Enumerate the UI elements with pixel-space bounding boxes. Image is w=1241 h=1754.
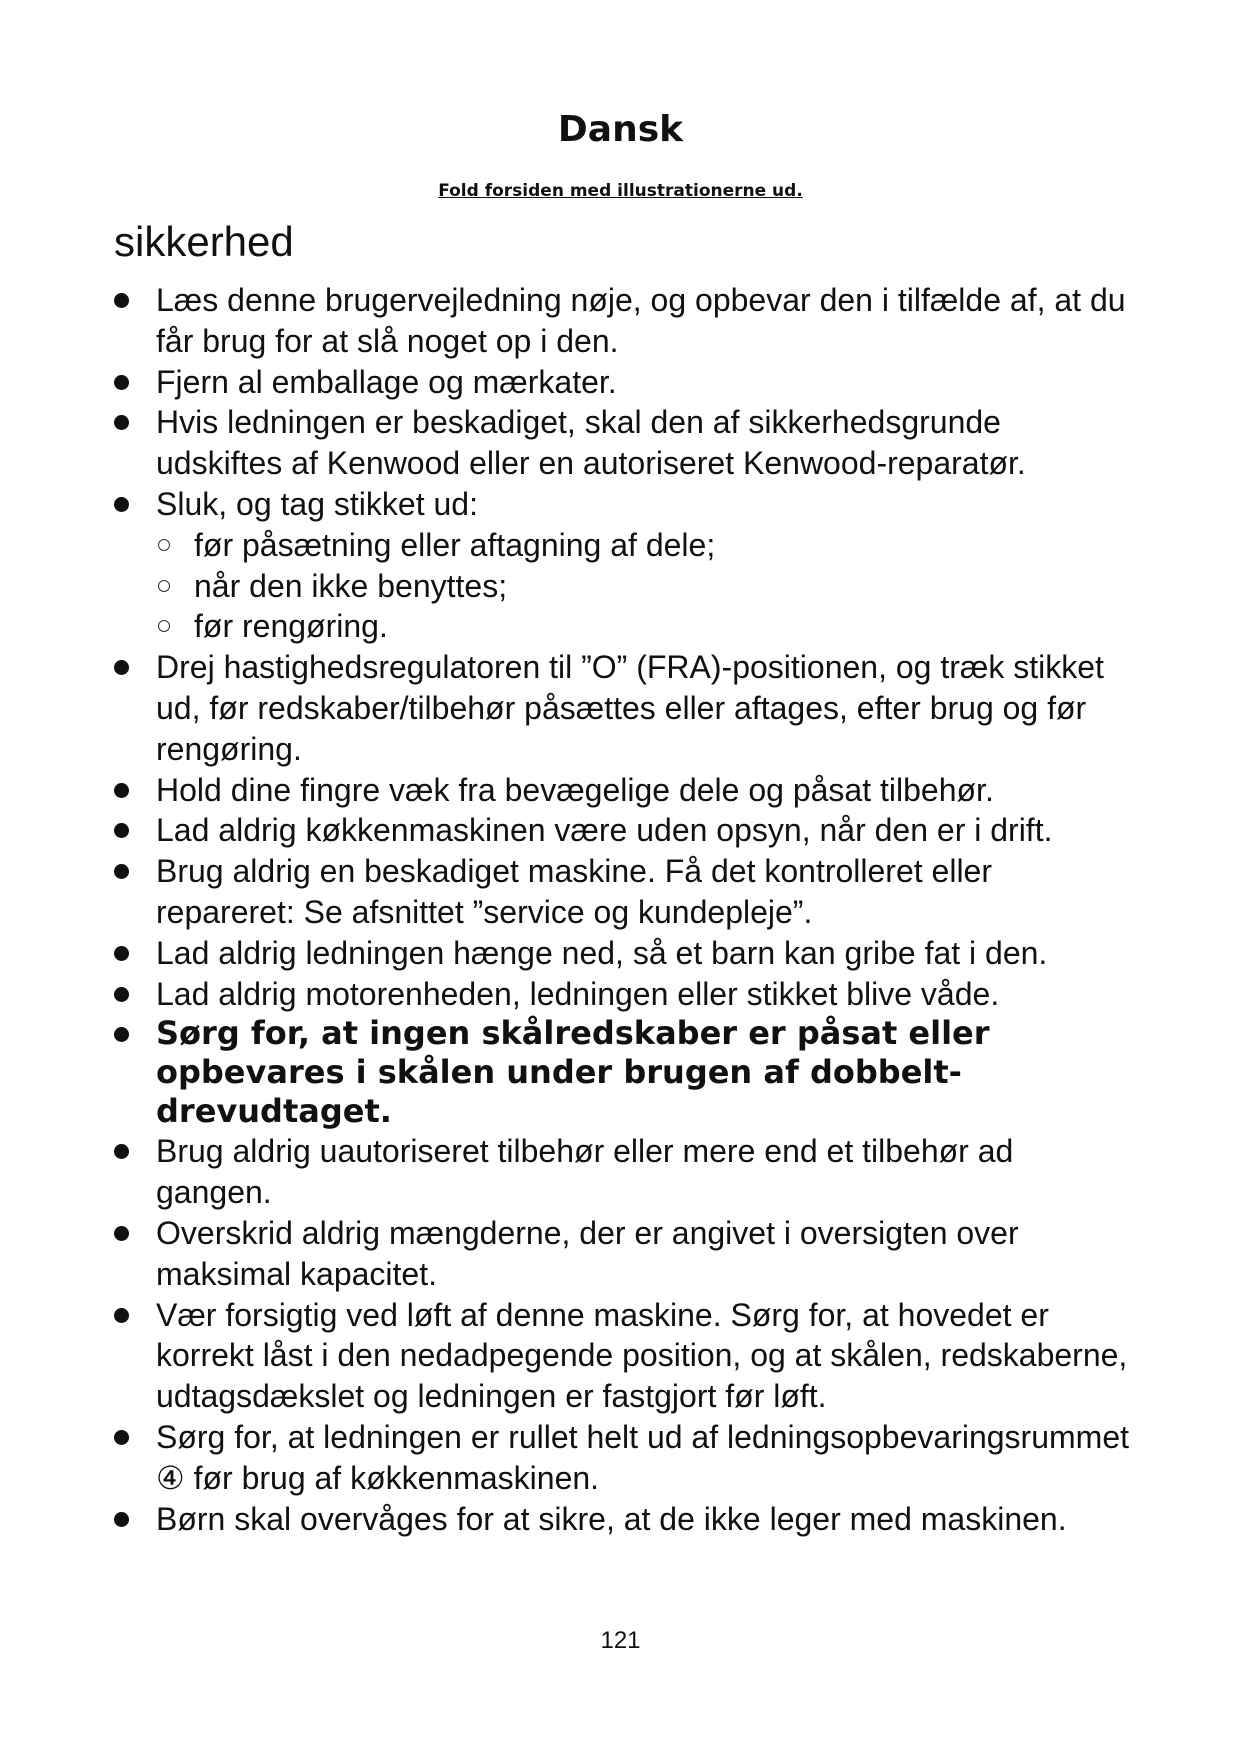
- list-item-warning: [114, 1014, 1134, 1131]
- list-item: [114, 851, 1134, 933]
- list-item: [114, 362, 1134, 403]
- bullet-icon: [114, 1308, 129, 1323]
- sub-list-item: [156, 525, 1134, 566]
- list-item-text: Sørg for, at ledningen er rullet helt ud af ledningsopbevaringsrummet ④ før brug af køkkenmaskinen.: [156, 1418, 1129, 1496]
- page-heading: Dansk: [557, 109, 684, 150]
- list-item: [114, 974, 1134, 1015]
- bullet-icon: [114, 293, 129, 308]
- sub-list-item-text: før rengøring.: [194, 608, 388, 645]
- bullet-icon: [114, 823, 129, 838]
- sub-list-item-text: før påsætning eller aftagning af dele;: [194, 526, 716, 563]
- section-title: sikkerhed: [114, 218, 294, 265]
- sub-list-item: [156, 606, 1134, 647]
- circle-bullet-icon: [158, 539, 170, 551]
- bullet-icon: [114, 864, 129, 879]
- fold-instruction: Fold forsiden med illustrationerne ud.: [438, 181, 803, 201]
- list-item-text: Sørg for, at ingen skålredskaber er påsat eller opbevares i skålen under brugen af dobbelt-drevudtaget.: [156, 1014, 990, 1131]
- list-item: [114, 1295, 1134, 1417]
- list-item-text: Sluk, og tag stikket ud:: [156, 485, 478, 522]
- list-item-text: Hold dine fingre væk fra bevægelige dele og påsat tilbehør.: [156, 771, 994, 808]
- list-item: [114, 484, 1134, 647]
- list-item-text: Lad aldrig køkkenmaskinen være uden opsyn, når den er i drift.: [156, 812, 1053, 849]
- list-item-text: Overskrid aldrig mængderne, der er angivet i oversigten over maksimal kapacitet.: [156, 1214, 1019, 1292]
- list-item: [114, 1499, 1134, 1540]
- list-item-text: Brug aldrig uautoriseret tilbehør eller mere end et tilbehør ad gangen.: [156, 1133, 1014, 1211]
- circle-bullet-icon: [158, 580, 170, 592]
- bullet-icon: [114, 1512, 129, 1527]
- list-item: [114, 770, 1134, 811]
- list-item: [114, 933, 1134, 974]
- bullet-icon: [114, 783, 129, 798]
- bullet-icon: [114, 497, 129, 512]
- list-item: [114, 280, 1134, 362]
- list-item: [114, 647, 1134, 769]
- list-item-text: Vær forsigtig ved løft af denne maskine. Sørg for, at hovedet er korrekt låst i den nedadpegende position, og at skålen, redskaberne, udtagsdækslet og ledningen er fastgjort før løft.: [156, 1296, 1128, 1415]
- list-item-text: Børn skal overvåges for at sikre, at de ikke leger med maskinen.: [156, 1500, 1067, 1537]
- bullet-icon: [114, 1027, 129, 1042]
- sub-list-item: [156, 566, 1134, 607]
- safety-list: [114, 280, 1134, 1539]
- list-item-text: Læs denne brugervejledning nøje, og opbevar den i tilfælde af, at du får brug for at slå noget op i den.: [156, 282, 1126, 359]
- bullet-icon: [114, 660, 129, 675]
- page-number: 121: [600, 1627, 641, 1654]
- bullet-icon: [114, 415, 129, 430]
- bullet-icon: [114, 1144, 129, 1159]
- circle-bullet-icon: [158, 620, 170, 632]
- list-item-text: Fjern al emballage og mærkater.: [156, 363, 617, 400]
- list-item: [114, 1213, 1134, 1295]
- list-item-text: Drej hastighedsregulatoren til ”O” (FRA)-positionen, og træk stikket ud, før redskaber/tilbehør påsættes eller aftages, efter brug og før rengøring.: [156, 649, 1104, 767]
- list-item: [114, 402, 1134, 484]
- bullet-icon: [114, 946, 129, 961]
- list-item: [114, 810, 1134, 851]
- list-item-text: Brug aldrig en beskadiget maskine. Få det kontrolleret eller repareret: Se afsnittet ”service og kundepleje”.: [156, 853, 992, 930]
- unplug-sub-list: [156, 525, 1134, 647]
- list-item-text: Lad aldrig ledningen hænge ned, så et barn kan gribe fat i den.: [156, 934, 1048, 971]
- list-item-text: Lad aldrig motorenheden, ledningen eller stikket blive våde.: [156, 975, 1000, 1012]
- bullet-icon: [114, 375, 129, 390]
- list-item: [114, 1131, 1134, 1213]
- list-item-text: Hvis ledningen er beskadiget, skal den af sikkerhedsgrunde udskiftes af Kenwood eller en autoriseret Kenwood-reparatør.: [156, 404, 1026, 482]
- bullet-icon: [114, 1226, 129, 1241]
- sub-list-item-text: når den ikke benyttes;: [194, 567, 508, 604]
- bullet-icon: [114, 987, 129, 1002]
- list-item: [114, 1417, 1134, 1499]
- bullet-icon: [114, 1430, 129, 1445]
